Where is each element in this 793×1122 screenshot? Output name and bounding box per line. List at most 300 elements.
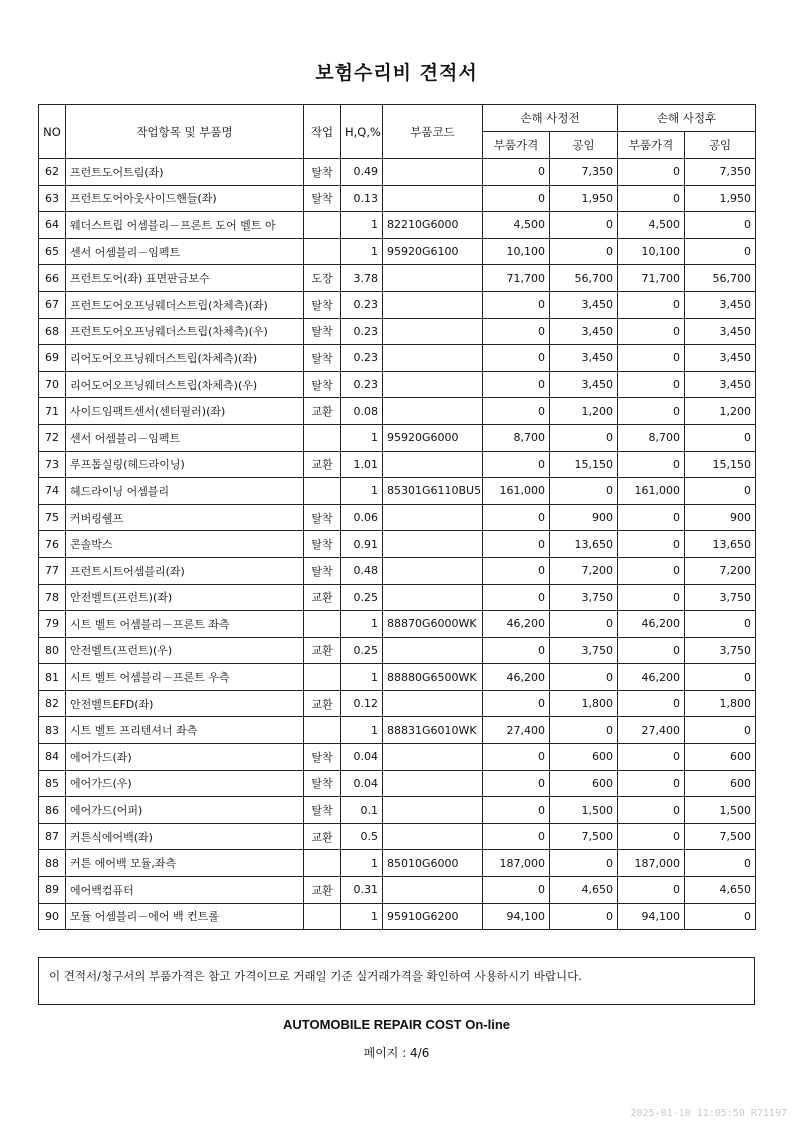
cell-after-part-price: 0 xyxy=(618,318,685,345)
cell-after-part-price: 0 xyxy=(618,531,685,558)
cell-part-code: 85301G6110BU5 xyxy=(383,478,483,505)
cell-before-part-price: 10,100 xyxy=(483,238,550,265)
cell-before-labor: 1,200 xyxy=(550,398,618,425)
cell-work xyxy=(304,850,341,877)
cell-no: 67 xyxy=(39,291,66,318)
cell-item-name: 센서 어셈블리－임펙트 xyxy=(66,238,304,265)
cell-after-labor: 3,450 xyxy=(685,318,756,345)
cell-no: 77 xyxy=(39,557,66,584)
cell-after-part-price: 0 xyxy=(618,584,685,611)
cell-item-name: 프런트도어트림(좌) xyxy=(66,159,304,186)
cell-no: 81 xyxy=(39,664,66,691)
cell-no: 76 xyxy=(39,531,66,558)
cell-after-labor: 1,500 xyxy=(685,797,756,824)
cell-hq: 1 xyxy=(341,611,383,638)
table-row xyxy=(39,557,756,584)
table-row xyxy=(39,584,756,611)
cell-part-code: 88870G6000WK xyxy=(383,611,483,638)
cell-before-labor: 7,200 xyxy=(550,557,618,584)
cell-hq: 0.06 xyxy=(341,504,383,531)
cell-after-part-price: 0 xyxy=(618,797,685,824)
cell-before-labor: 3,450 xyxy=(550,345,618,372)
cell-hq: 1 xyxy=(341,850,383,877)
cell-before-part-price: 0 xyxy=(483,637,550,664)
header-before: 손해 사정전 xyxy=(483,105,618,132)
cell-after-labor: 0 xyxy=(685,850,756,877)
cell-item-name: 시트 벨트 프리텐셔너 좌측 xyxy=(66,717,304,744)
cell-work xyxy=(304,238,341,265)
cell-before-part-price: 0 xyxy=(483,797,550,824)
cell-before-part-price: 0 xyxy=(483,584,550,611)
cell-after-labor: 0 xyxy=(685,424,756,451)
cell-after-part-price: 0 xyxy=(618,185,685,212)
cell-after-labor: 15,150 xyxy=(685,451,756,478)
cell-before-part-price: 4,500 xyxy=(483,212,550,239)
cell-hq: 1 xyxy=(341,717,383,744)
cell-hq: 0.23 xyxy=(341,345,383,372)
cell-item-name: 모듈 어셈블리－에어 백 컨트롤 xyxy=(66,903,304,930)
table-row xyxy=(39,903,756,930)
cell-before-part-price: 0 xyxy=(483,318,550,345)
cell-before-labor: 13,650 xyxy=(550,531,618,558)
cell-part-code xyxy=(383,265,483,292)
table-row xyxy=(39,770,756,797)
cell-hq: 1 xyxy=(341,424,383,451)
cell-no: 62 xyxy=(39,159,66,186)
cell-before-labor: 600 xyxy=(550,770,618,797)
cell-before-labor: 0 xyxy=(550,903,618,930)
table-row xyxy=(39,531,756,558)
cell-part-code xyxy=(383,584,483,611)
cell-before-part-price: 46,200 xyxy=(483,611,550,638)
table-row xyxy=(39,424,756,451)
cell-part-code xyxy=(383,557,483,584)
cell-before-part-price: 0 xyxy=(483,371,550,398)
header-before-part-price: 부품가격 xyxy=(483,132,550,159)
cell-no: 68 xyxy=(39,318,66,345)
cell-work: 교환 xyxy=(304,823,341,850)
cell-after-labor: 3,750 xyxy=(685,637,756,664)
table-row xyxy=(39,318,756,345)
cell-no: 86 xyxy=(39,797,66,824)
cell-part-code xyxy=(383,690,483,717)
cell-work: 탈착 xyxy=(304,770,341,797)
cell-before-part-price: 94,100 xyxy=(483,903,550,930)
cell-after-labor: 0 xyxy=(685,238,756,265)
cell-no: 73 xyxy=(39,451,66,478)
cell-no: 79 xyxy=(39,611,66,638)
cell-hq: 1 xyxy=(341,903,383,930)
table-row xyxy=(39,291,756,318)
cell-after-labor: 7,200 xyxy=(685,557,756,584)
document-title: 보험수리비 견적서 xyxy=(315,62,478,84)
cell-no: 78 xyxy=(39,584,66,611)
cell-hq: 0.23 xyxy=(341,371,383,398)
cell-after-part-price: 161,000 xyxy=(618,478,685,505)
cell-work: 교환 xyxy=(304,637,341,664)
cell-after-part-price: 0 xyxy=(618,690,685,717)
cell-item-name: 에어가드(우) xyxy=(66,770,304,797)
cell-hq: 1 xyxy=(341,238,383,265)
cell-no: 74 xyxy=(39,478,66,505)
cell-part-code xyxy=(383,345,483,372)
cell-after-part-price: 46,200 xyxy=(618,664,685,691)
cell-item-name: 프런트도어오프닝웨더스트립(차체측)(좌) xyxy=(66,291,304,318)
table-row xyxy=(39,345,756,372)
table-row xyxy=(39,398,756,425)
cell-before-labor: 0 xyxy=(550,850,618,877)
cell-item-name: 안전벨트(프런트)(우) xyxy=(66,637,304,664)
cell-no: 75 xyxy=(39,504,66,531)
cell-before-part-price: 0 xyxy=(483,291,550,318)
cell-part-code: 95920G6100 xyxy=(383,238,483,265)
cell-work: 탈착 xyxy=(304,504,341,531)
cell-item-name: 센서 어셈블리－임펙트 xyxy=(66,424,304,451)
cell-after-labor: 0 xyxy=(685,903,756,930)
cell-after-labor: 3,750 xyxy=(685,584,756,611)
cell-hq: 0.13 xyxy=(341,185,383,212)
cell-hq: 0.25 xyxy=(341,584,383,611)
cell-before-part-price: 27,400 xyxy=(483,717,550,744)
cell-after-labor: 3,450 xyxy=(685,371,756,398)
cell-item-name: 콘솔박스 xyxy=(66,531,304,558)
cell-item-name: 에어가드(어퍼) xyxy=(66,797,304,824)
cell-hq: 1 xyxy=(341,664,383,691)
cell-part-code: 82210G6000 xyxy=(383,212,483,239)
cell-after-labor: 0 xyxy=(685,611,756,638)
table-row xyxy=(39,664,756,691)
cell-item-name: 프런트시트어셈블리(좌) xyxy=(66,557,304,584)
cell-before-labor: 600 xyxy=(550,744,618,771)
cell-no: 87 xyxy=(39,823,66,850)
cell-hq: 0.1 xyxy=(341,797,383,824)
cell-no: 66 xyxy=(39,265,66,292)
print-timestamp: 2025-01-10 11:05:50 R71197 xyxy=(630,1108,787,1119)
cell-work: 탈착 xyxy=(304,371,341,398)
cell-before-part-price: 8,700 xyxy=(483,424,550,451)
cell-work xyxy=(304,664,341,691)
header-after: 손해 사정후 xyxy=(618,105,756,132)
cell-after-labor: 1,200 xyxy=(685,398,756,425)
cell-item-name: 리어도어오프닝웨더스트립(차체측)(좌) xyxy=(66,345,304,372)
cell-before-labor: 4,650 xyxy=(550,877,618,904)
cell-item-name: 안전벨트EFD(좌) xyxy=(66,690,304,717)
cell-after-labor: 600 xyxy=(685,744,756,771)
cell-before-part-price: 0 xyxy=(483,531,550,558)
header-hq: H,Q,% xyxy=(341,105,383,159)
cell-after-part-price: 0 xyxy=(618,159,685,186)
cell-before-part-price: 0 xyxy=(483,451,550,478)
table-row xyxy=(39,877,756,904)
cell-hq: 0.12 xyxy=(341,690,383,717)
cell-before-part-price: 0 xyxy=(483,345,550,372)
cell-after-part-price: 10,100 xyxy=(618,238,685,265)
cell-before-part-price: 0 xyxy=(483,557,550,584)
table-row xyxy=(39,504,756,531)
cell-after-labor: 600 xyxy=(685,770,756,797)
cell-item-name: 에어가드(좌) xyxy=(66,744,304,771)
cell-work xyxy=(304,424,341,451)
footer-title: AUTOMOBILE REPAIR COST On-line xyxy=(282,1017,511,1032)
cell-before-part-price: 0 xyxy=(483,744,550,771)
table-row xyxy=(39,265,756,292)
cell-hq: 0.04 xyxy=(341,770,383,797)
cell-work: 교환 xyxy=(304,451,341,478)
cell-after-labor: 1,800 xyxy=(685,690,756,717)
cell-after-part-price: 0 xyxy=(618,345,685,372)
cell-no: 80 xyxy=(39,637,66,664)
cell-item-name: 웨더스트립 어셈블리－프론트 도어 벨트 아 xyxy=(66,212,304,239)
cell-part-code xyxy=(383,877,483,904)
table-row xyxy=(39,212,756,239)
cell-before-labor: 1,950 xyxy=(550,185,618,212)
cell-hq: 0.08 xyxy=(341,398,383,425)
cell-before-part-price: 0 xyxy=(483,159,550,186)
cell-part-code xyxy=(383,823,483,850)
cell-no: 83 xyxy=(39,717,66,744)
cell-work: 도장 xyxy=(304,265,341,292)
cell-before-labor: 0 xyxy=(550,238,618,265)
cell-after-labor: 0 xyxy=(685,212,756,239)
cell-item-name: 프런트도어(좌) 표면판금보수 xyxy=(66,265,304,292)
cell-no: 90 xyxy=(39,903,66,930)
table-row xyxy=(39,744,756,771)
cell-item-name: 프런트도어아웃사이드핸들(좌) xyxy=(66,185,304,212)
cell-hq: 0.31 xyxy=(341,877,383,904)
cell-before-labor: 3,450 xyxy=(550,291,618,318)
header-before-labor: 공임 xyxy=(550,132,618,159)
cell-after-part-price: 0 xyxy=(618,823,685,850)
table-row xyxy=(39,611,756,638)
cell-work: 탈착 xyxy=(304,531,341,558)
cell-before-labor: 0 xyxy=(550,424,618,451)
cell-work: 탈착 xyxy=(304,345,341,372)
cell-after-part-price: 0 xyxy=(618,637,685,664)
cell-hq: 0.23 xyxy=(341,318,383,345)
cell-no: 64 xyxy=(39,212,66,239)
cell-no: 84 xyxy=(39,744,66,771)
cell-no: 85 xyxy=(39,770,66,797)
cell-hq: 1 xyxy=(341,212,383,239)
cell-item-name: 에어백컴퓨터 xyxy=(66,877,304,904)
cell-part-code xyxy=(383,504,483,531)
cell-part-code: 88880G6500WK xyxy=(383,664,483,691)
cell-after-part-price: 0 xyxy=(618,451,685,478)
cell-after-part-price: 0 xyxy=(618,398,685,425)
table-row xyxy=(39,159,756,186)
header-work: 작업 xyxy=(304,105,341,159)
estimate-rows xyxy=(39,159,756,930)
cell-work: 교환 xyxy=(304,584,341,611)
cell-before-part-price: 0 xyxy=(483,823,550,850)
cell-work: 탈착 xyxy=(304,797,341,824)
table-row xyxy=(39,690,756,717)
cell-work xyxy=(304,478,341,505)
cell-after-labor: 7,350 xyxy=(685,159,756,186)
cell-before-labor: 0 xyxy=(550,611,618,638)
cell-after-labor: 7,500 xyxy=(685,823,756,850)
cell-after-part-price: 0 xyxy=(618,291,685,318)
cell-after-labor: 900 xyxy=(685,504,756,531)
cell-no: 65 xyxy=(39,238,66,265)
cell-hq: 0.91 xyxy=(341,531,383,558)
cell-before-labor: 0 xyxy=(550,212,618,239)
cell-after-labor: 56,700 xyxy=(685,265,756,292)
cell-before-part-price: 187,000 xyxy=(483,850,550,877)
cell-no: 72 xyxy=(39,424,66,451)
cell-before-part-price: 46,200 xyxy=(483,664,550,691)
table-row xyxy=(39,185,756,212)
cell-hq: 1.01 xyxy=(341,451,383,478)
cell-no: 70 xyxy=(39,371,66,398)
cell-before-part-price: 71,700 xyxy=(483,265,550,292)
cell-part-code: 85010G6000 xyxy=(383,850,483,877)
cell-before-part-price: 161,000 xyxy=(483,478,550,505)
cell-after-labor: 4,650 xyxy=(685,877,756,904)
cell-before-labor: 1,500 xyxy=(550,797,618,824)
cell-after-part-price: 0 xyxy=(618,557,685,584)
cell-hq: 3.78 xyxy=(341,265,383,292)
cell-before-labor: 1,800 xyxy=(550,690,618,717)
cell-before-labor: 0 xyxy=(550,717,618,744)
cell-no: 63 xyxy=(39,185,66,212)
cell-before-part-price: 0 xyxy=(483,770,550,797)
header-item: 작업항목 및 부품명 xyxy=(66,105,304,159)
cell-after-part-price: 71,700 xyxy=(618,265,685,292)
cell-part-code: 95920G6000 xyxy=(383,424,483,451)
page-number: 페이지 : 4/6 xyxy=(363,1046,430,1060)
cell-before-part-price: 0 xyxy=(483,877,550,904)
cell-part-code: 88831G6010WK xyxy=(383,717,483,744)
cell-part-code xyxy=(383,637,483,664)
cell-after-labor: 0 xyxy=(685,664,756,691)
cell-part-code xyxy=(383,398,483,425)
cell-item-name: 사이드임팩트센서(센터필러)(좌) xyxy=(66,398,304,425)
table-row xyxy=(39,823,756,850)
cell-no: 71 xyxy=(39,398,66,425)
header-after-part-price: 부품가격 xyxy=(618,132,685,159)
table-row xyxy=(39,850,756,877)
cell-after-part-price: 94,100 xyxy=(618,903,685,930)
cell-after-part-price: 187,000 xyxy=(618,850,685,877)
cell-item-name: 시트 벨트 어셈블리－프론트 우측 xyxy=(66,664,304,691)
header-code: 부품코드 xyxy=(383,105,483,159)
cell-before-labor: 7,350 xyxy=(550,159,618,186)
cell-item-name: 리어도어오프닝웨더스트립(차체측)(우) xyxy=(66,371,304,398)
cell-hq: 0.49 xyxy=(341,159,383,186)
cell-hq: 0.04 xyxy=(341,744,383,771)
cell-work: 교환 xyxy=(304,398,341,425)
cell-work: 교환 xyxy=(304,877,341,904)
cell-after-labor: 13,650 xyxy=(685,531,756,558)
cell-part-code xyxy=(383,291,483,318)
cell-hq: 0.48 xyxy=(341,557,383,584)
estimate-table xyxy=(38,104,756,930)
cell-item-name: 프런트도어오프닝웨더스트립(차체측)(우) xyxy=(66,318,304,345)
cell-no: 89 xyxy=(39,877,66,904)
cell-after-part-price: 0 xyxy=(618,371,685,398)
cell-after-labor: 3,450 xyxy=(685,345,756,372)
cell-before-labor: 3,750 xyxy=(550,584,618,611)
header-no: NO xyxy=(39,105,66,159)
cell-after-part-price: 0 xyxy=(618,770,685,797)
cell-before-labor: 3,750 xyxy=(550,637,618,664)
cell-work xyxy=(304,212,341,239)
cell-part-code xyxy=(383,744,483,771)
cell-item-name: 안전벨트(프런트)(좌) xyxy=(66,584,304,611)
cell-no: 69 xyxy=(39,345,66,372)
cell-after-labor: 1,950 xyxy=(685,185,756,212)
cell-part-code xyxy=(383,318,483,345)
cell-part-code xyxy=(383,531,483,558)
table-row xyxy=(39,797,756,824)
cell-before-labor: 3,450 xyxy=(550,371,618,398)
cell-item-name: 커튼 에어백 모듈,좌측 xyxy=(66,850,304,877)
cell-after-labor: 3,450 xyxy=(685,291,756,318)
cell-hq: 0.25 xyxy=(341,637,383,664)
cell-work: 탈착 xyxy=(304,291,341,318)
cell-before-labor: 0 xyxy=(550,664,618,691)
cell-before-part-price: 0 xyxy=(483,185,550,212)
cell-hq: 1 xyxy=(341,478,383,505)
cell-hq: 0.5 xyxy=(341,823,383,850)
cell-before-labor: 56,700 xyxy=(550,265,618,292)
cell-work: 탈착 xyxy=(304,159,341,186)
cell-work xyxy=(304,611,341,638)
cell-work xyxy=(304,903,341,930)
cell-before-part-price: 0 xyxy=(483,398,550,425)
cell-before-labor: 900 xyxy=(550,504,618,531)
cell-part-code xyxy=(383,185,483,212)
table-row xyxy=(39,717,756,744)
cell-before-part-price: 0 xyxy=(483,690,550,717)
cell-after-part-price: 4,500 xyxy=(618,212,685,239)
table-row xyxy=(39,451,756,478)
cell-item-name: 헤드라이닝 어셈블리 xyxy=(66,478,304,505)
cell-part-code xyxy=(383,371,483,398)
cell-after-labor: 0 xyxy=(685,717,756,744)
cell-item-name: 커버링쉘프 xyxy=(66,504,304,531)
table-row xyxy=(39,371,756,398)
cell-work: 교환 xyxy=(304,690,341,717)
cell-no: 88 xyxy=(39,850,66,877)
cell-after-part-price: 0 xyxy=(618,877,685,904)
cell-item-name: 커튼식에어백(좌) xyxy=(66,823,304,850)
cell-work: 탈착 xyxy=(304,318,341,345)
cell-part-code xyxy=(383,770,483,797)
cell-item-name: 루프톱실링(헤드라이닝) xyxy=(66,451,304,478)
cell-after-part-price: 0 xyxy=(618,504,685,531)
cell-hq: 0.23 xyxy=(341,291,383,318)
cell-before-part-price: 0 xyxy=(483,504,550,531)
cell-after-part-price: 0 xyxy=(618,744,685,771)
cell-work: 탈착 xyxy=(304,185,341,212)
cell-item-name: 시트 벨트 어셈블리－프론트 좌측 xyxy=(66,611,304,638)
cell-part-code xyxy=(383,159,483,186)
cell-work: 탈착 xyxy=(304,557,341,584)
cell-before-labor: 7,500 xyxy=(550,823,618,850)
cell-after-part-price: 46,200 xyxy=(618,611,685,638)
table-row xyxy=(39,478,756,505)
cell-part-code xyxy=(383,451,483,478)
cell-part-code: 95910G6200 xyxy=(383,903,483,930)
cell-after-part-price: 8,700 xyxy=(618,424,685,451)
cell-after-labor: 0 xyxy=(685,478,756,505)
cell-before-labor: 3,450 xyxy=(550,318,618,345)
cell-part-code xyxy=(383,797,483,824)
header-after-labor: 공임 xyxy=(685,132,756,159)
table-row xyxy=(39,238,756,265)
